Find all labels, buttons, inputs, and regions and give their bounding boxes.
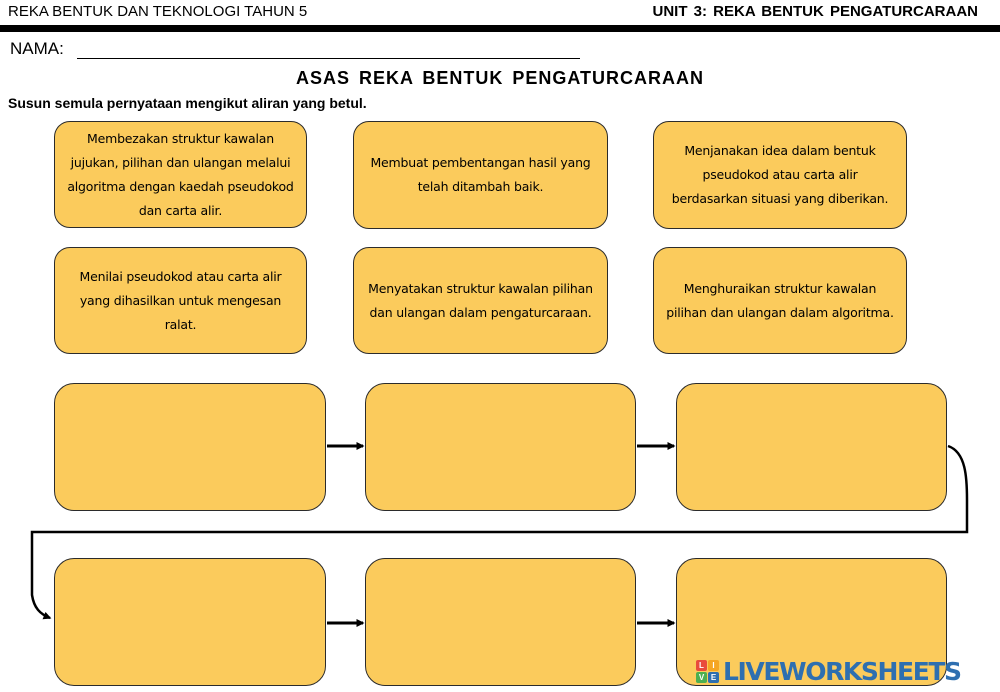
statement-card[interactable]: Membuat pembentangan hasil yang telah ditambah baik. xyxy=(353,121,608,229)
statement-card[interactable]: Menyatakan struktur kawalan pilihan dan ulangan dalam pengaturcaraan. xyxy=(353,247,608,354)
header-unit: UNIT 3: REKA BENTUK PENGATURCARAAN xyxy=(652,3,978,20)
instruction-text: Susun semula pernyataan mengikut aliran yang betul. xyxy=(8,95,367,111)
flow-arrow xyxy=(32,446,967,618)
statement-card[interactable]: Membezakan struktur kawalan jujukan, pilihan dan ulangan melalui algoritma dengan kaedah pseudokod dan carta alir. xyxy=(54,121,307,228)
liveworksheets-wordmark: LIVEWORKSHEETS xyxy=(723,656,961,686)
header-subject: REKA BENTUK DAN TEKNOLOGI TAHUN 5 xyxy=(8,3,308,20)
liveworksheets-logo xyxy=(696,655,961,687)
liveworksheets-icon xyxy=(696,660,719,683)
statement-card[interactable]: Menjanakan idea dalam bentuk pseudokod atau carta alir berdasarkan situasi yang diberikan. xyxy=(653,121,907,229)
logo-letter: V xyxy=(696,672,707,683)
name-label: NAMA: xyxy=(10,39,64,58)
logo-letter: E xyxy=(708,672,719,683)
logo-letter: I xyxy=(708,660,719,671)
logo-letter: L xyxy=(696,660,707,671)
page-title: ASAS REKA BENTUK PENGATURCARAAN xyxy=(295,68,704,88)
statement-card[interactable]: Menghuraikan struktur kawalan pilihan dan ulangan dalam algoritma. xyxy=(653,247,907,354)
statement-card[interactable]: Menilai pseudokod atau carta alir yang dihasilkan untuk mengesan ralat. xyxy=(54,247,307,354)
